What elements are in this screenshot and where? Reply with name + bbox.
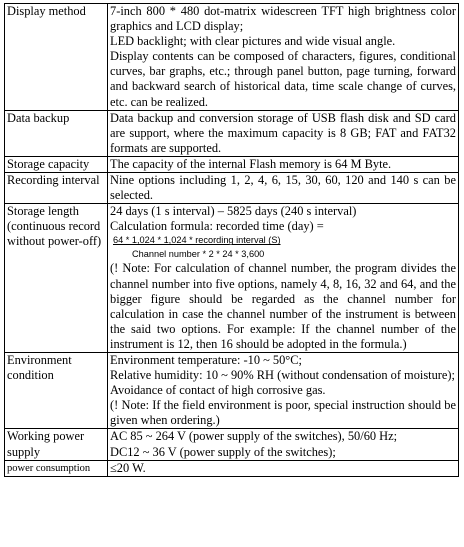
row-label-power-consumption: power consumption (5, 460, 108, 476)
table-row (5, 460, 459, 476)
row-value-storage-length (108, 204, 459, 353)
row-value-display-method (108, 4, 459, 111)
table-row (5, 429, 459, 460)
row-value-working-power-supply (108, 429, 459, 460)
row-label-working-power-supply: Working power supply (5, 429, 108, 460)
row-label-display-method: Display method (5, 4, 108, 111)
note-text: (! Note: If the field environment is poor, special instruction should be given when ordering.) (110, 398, 456, 428)
table-row (5, 156, 459, 172)
value-text: Display contents can be composed of characters, figures, conditional curves, bar graphs, etc.; through panel button, page turning, forward and backward search of historical data, time scale change of curves, etc. can be realized. (110, 49, 456, 109)
value-text: Relative humidity: 10 ~ 90% RH (without condensation of moisture); (110, 368, 455, 383)
formula-denominator: Channel number * 2 * 24 * 3,600 (132, 249, 265, 260)
value-text: ≤20 W. (110, 460, 146, 475)
table-row (5, 4, 459, 111)
row-label-storage-capacity: Storage capacity (5, 156, 108, 172)
value-text: Nine options including 1, 2, 4, 6, 15, 30, 60, 120 and 140 s can be selected. (110, 173, 456, 203)
table-row (5, 352, 459, 428)
value-text: DC12 ~ 36 V (power supply of the switches); (110, 444, 336, 459)
table-row (5, 173, 459, 204)
row-label-storage-length: Storage length (continuous record without power-off) (5, 204, 108, 353)
value-text: Data backup and conversion storage of USB flash disk and SD card are support, where the maximum capacity is 8 GB; FAT and FAT32 formats are supported. (110, 110, 456, 155)
value-text: LED backlight; with clear pictures and wide visual angle. (110, 34, 396, 49)
value-text: Environment temperature: -10 ~ 50°C; (110, 352, 302, 367)
row-label-data-backup: Data backup (5, 110, 108, 156)
row-label-environment-condition: Environment condition (5, 352, 108, 428)
row-value-data-backup (108, 110, 459, 156)
formula-numerator: 64 * 1,024 * 1,024 * recording interval (S) (113, 235, 281, 246)
value-text: Calculation formula: recorded time (day) = (110, 219, 324, 234)
value-text: The capacity of the internal Flash memory is 64 M Byte. (110, 156, 392, 171)
value-text: 24 days (1 s interval) – 5825 days (240 s interval) (110, 204, 357, 219)
specification-table (4, 3, 459, 477)
note-text: (! Note: For calculation of channel number, the program divides the channel number into five options, namely 4, 8, 16, 32 and 64, and the bigger figure should be regarded as the channel number for calculation in case the channel number of the instrument is between the said two options. For example: If the channel number of the instrument is 12, then 16 should be adopted in the formula.) (110, 261, 456, 351)
table-row (5, 204, 459, 353)
value-text: 7-inch 800 * 480 dot-matrix widescreen TFT high brightness color graphics and LCD display; (110, 4, 456, 34)
row-label-recording-interval: Recording interval (5, 173, 108, 204)
value-text: AC 85 ~ 264 V (power supply of the switches), 50/60 Hz; (110, 429, 398, 444)
table-row (5, 110, 459, 156)
row-value-power-consumption (108, 460, 459, 476)
row-value-recording-interval (108, 173, 459, 204)
row-value-environment-condition (108, 352, 459, 428)
row-value-storage-capacity (108, 156, 459, 172)
value-text: Avoidance of contact of high corrosive gas. (110, 383, 326, 398)
